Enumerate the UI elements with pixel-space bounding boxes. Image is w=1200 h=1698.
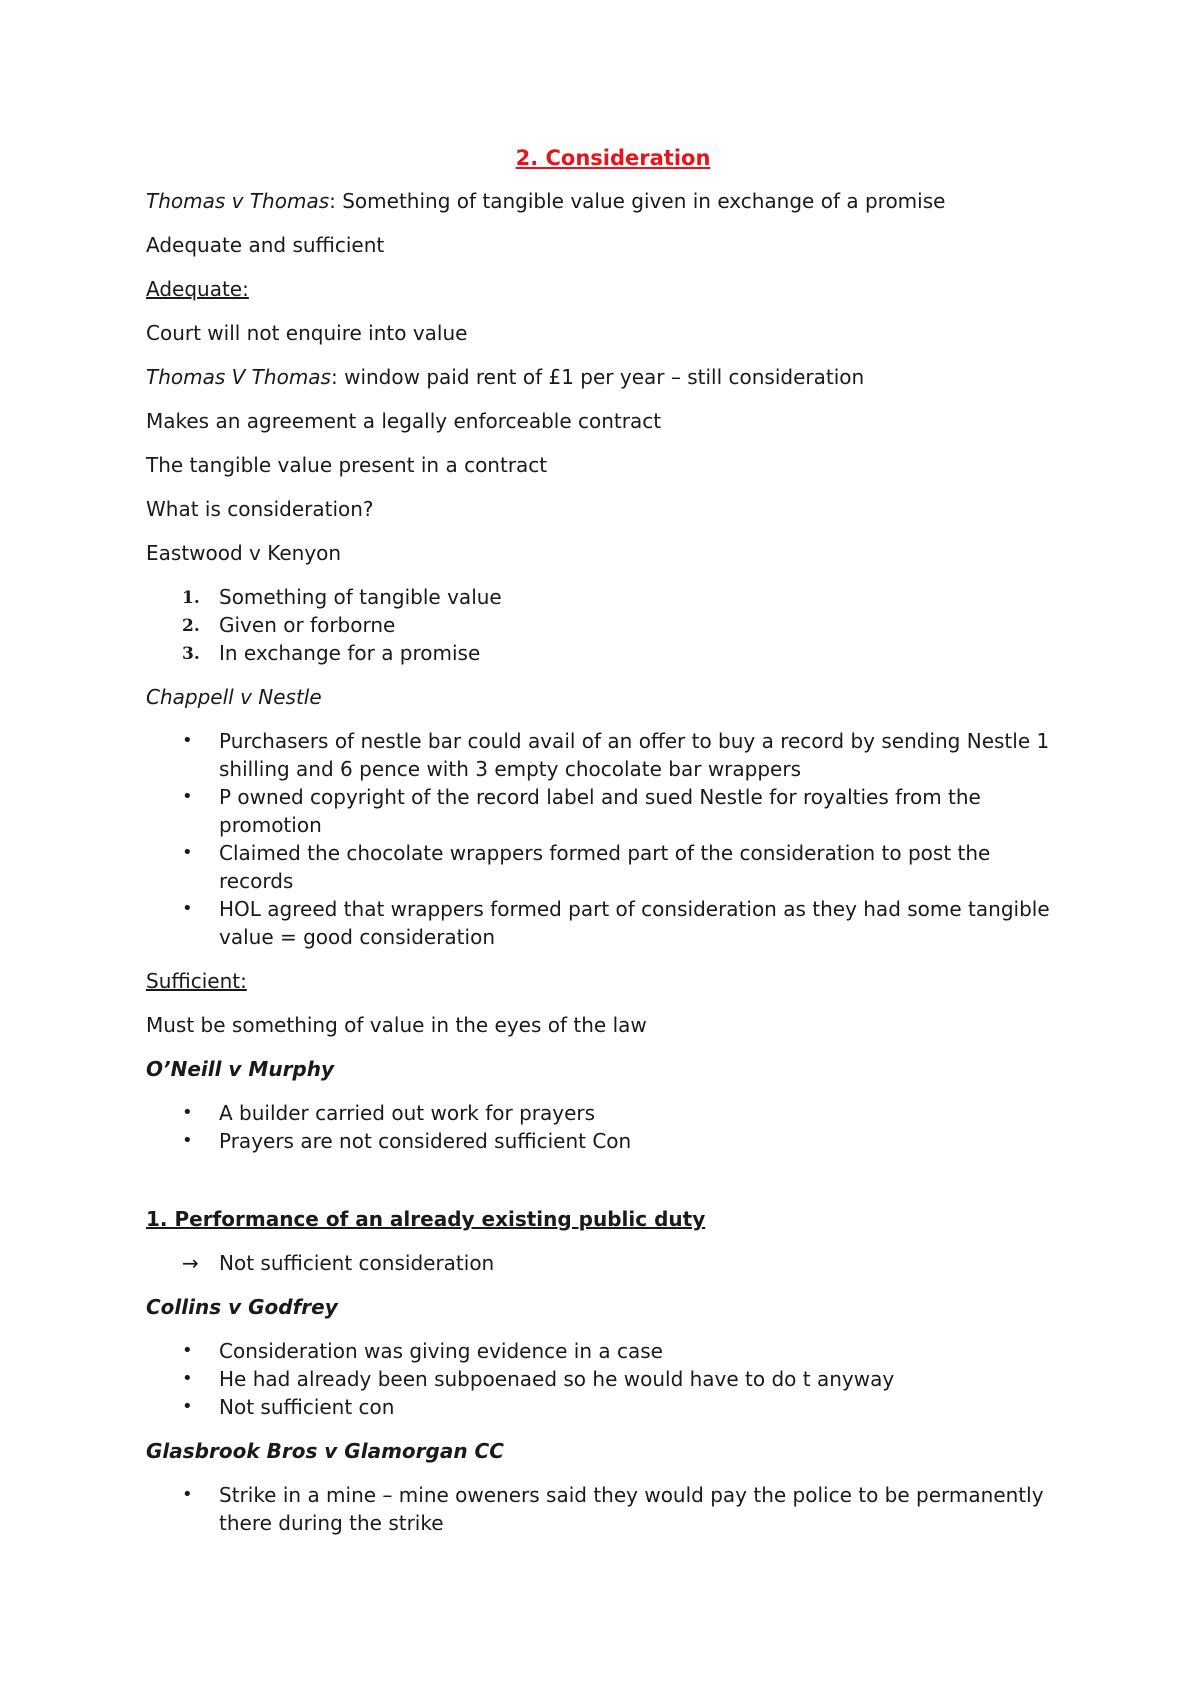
bullet-icon: • <box>182 1102 193 1123</box>
collins-list <box>146 1337 1066 1421</box>
thomas-line <box>146 363 1066 391</box>
oneill-list <box>146 1099 1066 1155</box>
tangible-line: The tangible value present in a contract <box>146 453 548 477</box>
eastwood-list <box>146 583 1066 667</box>
list-number: 1. <box>182 588 200 608</box>
list-item: 3. In exchange for a promise <box>146 639 1066 667</box>
list-item: • Claimed the chocolate wrappers formed part of the consideration to post the records <box>182 841 991 893</box>
list-item: • He had already been subpoenaed so he would have to do t anyway <box>182 1367 895 1391</box>
arrow-icon: → <box>182 1251 199 1275</box>
list-item: 2. Given or forborne <box>146 611 1066 639</box>
bullet-icon: • <box>182 1130 193 1151</box>
bullet-icon: • <box>182 1340 193 1361</box>
case-name: Thomas v Thomas <box>146 189 330 213</box>
sufficient-line: Must be something of value in the eyes of the law <box>146 1013 647 1037</box>
what-line: What is consideration? <box>146 497 374 521</box>
list-item: • Prayers are not considered sufficient Con <box>182 1129 632 1153</box>
collins-heading: Collins v Godfrey <box>146 1295 338 1319</box>
thomas-text: : window paid rent of £1 per year – still consideration <box>330 365 865 389</box>
list-item: 1. Something of tangible value <box>146 583 1066 611</box>
list-item: • Consideration was giving evidence in a case <box>182 1339 663 1363</box>
case-name: Thomas V Thomas <box>146 365 331 389</box>
chappell-heading: Chappell v Nestle <box>146 685 322 709</box>
eastwood-line: Eastwood v Kenyon <box>146 541 342 565</box>
document-content <box>146 144 1066 1553</box>
adequate-sufficient-line: Adequate and sufficient <box>146 233 385 257</box>
document-title: 2. Consideration <box>515 146 711 170</box>
bullet-icon: • <box>182 1484 193 1505</box>
bullet-icon: • <box>182 786 193 807</box>
bullet-icon: • <box>182 842 193 863</box>
arrow-line: → Not sufficient consideration <box>182 1251 495 1275</box>
adequate-heading: Adequate: <box>146 277 249 301</box>
list-number: 2. <box>182 616 200 636</box>
chappell-list <box>146 727 1066 951</box>
list-item: • Strike in a mine – mine oweners said they would pay the police to be permanently there during the strike <box>182 1483 1044 1535</box>
sufficient-heading: Sufficient: <box>146 969 247 993</box>
bullet-icon: • <box>182 1396 193 1417</box>
list-item: • P owned copyright of the record label and sued Nestle for royalties from the promotion <box>182 785 981 837</box>
glasbrook-heading: Glasbrook Bros v Glamorgan CC <box>146 1439 504 1463</box>
list-item: • HOL agreed that wrappers formed part of consideration as they had some tangible value = good consideration <box>182 897 1050 949</box>
glasbrook-list <box>146 1481 1066 1537</box>
bullet-icon: • <box>182 898 193 919</box>
bullet-icon: • <box>182 1368 193 1389</box>
spacer <box>146 1171 1066 1205</box>
list-item: • Purchasers of nestle bar could avail of an offer to buy a record by sending Nestle 1 shilling and 6 pence with 3 empty chocolate bar wrappers <box>182 729 1050 781</box>
intro-text: : Something of tangible value given in exchange of a promise <box>329 189 946 213</box>
list-item: • A builder carried out work for prayers <box>182 1101 596 1125</box>
list-item: • Not sufficient con <box>182 1395 395 1419</box>
bullet-icon: • <box>182 730 193 751</box>
intro-line <box>146 187 1066 215</box>
court-line: Court will not enquire into value <box>146 321 468 345</box>
makes-line: Makes an agreement a legally enforceable contract <box>146 409 662 433</box>
oneill-heading: O’Neill v Murphy <box>146 1057 335 1081</box>
list-number: 3. <box>182 644 200 664</box>
section-heading: 1. Performance of an already existing public duty <box>146 1207 706 1231</box>
